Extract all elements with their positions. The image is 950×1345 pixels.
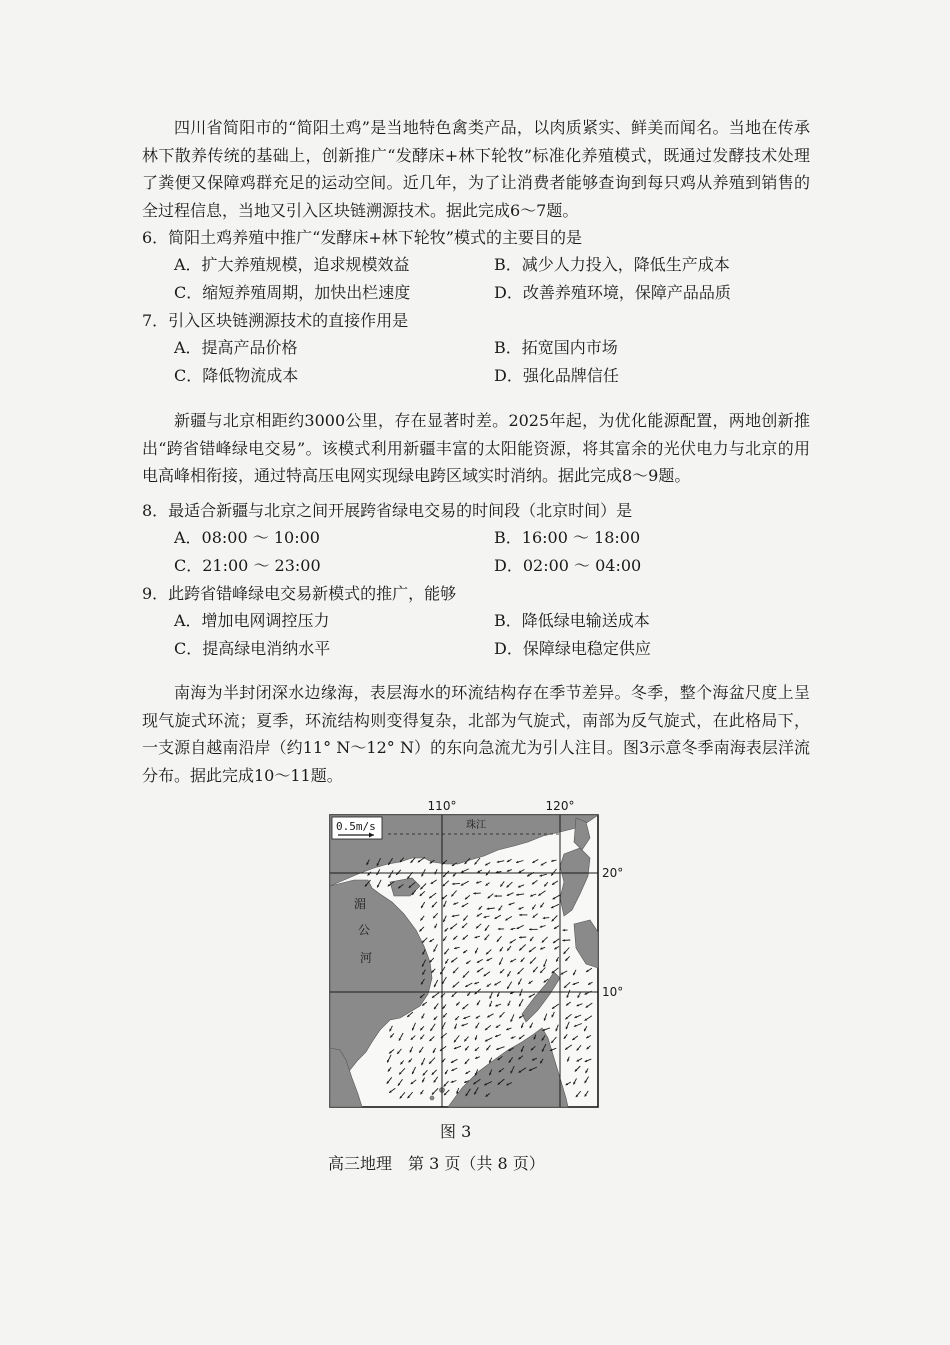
south-china-sea-current-map: [328, 798, 628, 1112]
question-8-option-a: A．08:00 ～ 10:00: [174, 528, 320, 547]
question-7-option-c: C．降低物流成本: [174, 366, 299, 385]
river-label-mekong-2: 公: [358, 923, 371, 937]
question-8-stem: 8．最适合新疆与北京之间开展跨省绿电交易的时间段（北京时间）是: [142, 501, 633, 520]
question-8-option-c: C．21:00 ～ 23:00: [174, 556, 321, 575]
scale-label: 0.5m/s: [336, 820, 376, 833]
question-7-option-a: A．提高产品价格: [174, 338, 298, 357]
passage-10-11: 南海为半封闭深水边缘海，表层海水的环流结构存在季节差异。冬季，整个海盆尺度上呈现气旋式环流；夏季，环流结构则变得复杂，北部为气旋式，南部为反气旋式，在此格局下，一支源自越南沿岸（约11° N～12° N）的东向急流尤为引人注目。图3示意冬季南海表层洋流分布。据此完成10～11题。: [142, 683, 810, 786]
question-7-stem: 7．引入区块链溯源技术的直接作用是: [142, 311, 409, 330]
scale-box: [332, 817, 382, 839]
page-footer: 高三地理 第 3 页（共 8 页）: [328, 1154, 545, 1173]
question-6-stem: 6．简阳土鸡养殖中推广“发酵床+林下轮牧”模式的主要目的是: [142, 228, 582, 247]
land-islet: [430, 1096, 434, 1100]
lon-label-110: 110°: [427, 799, 457, 813]
passage-6-7: 四川省简阳市的“简阳土鸡”是当地特色禽类产品，以肉质紧实、鲜美而闻名。当地在传承林下散养传统的基础上，创新推广“发酵床+林下轮牧”标准化养殖模式，既通过发酵技术处理了粪便又保障鸡群充足的运动空间。近几年，为了让消费者能够查询到每只鸡从养殖到销售的全过程信息，当地又引入区块链溯源技术。据此完成6～7题。: [142, 118, 810, 221]
question-6-option-c: C．缩短养殖周期，加快出栏速度: [174, 283, 411, 302]
question-6-option-a: A．扩大养殖规模，追求规模效益: [174, 255, 410, 274]
lon-label-120: 120°: [545, 799, 575, 813]
question-9-option-c: C．提高绿电消纳水平: [174, 639, 331, 658]
lat-label-20: 20°: [602, 866, 624, 880]
lat-label-10: 10°: [602, 985, 624, 999]
question-7-option-b: B．拓宽国内市场: [494, 338, 618, 357]
question-9-option-b: B．降低绿电输送成本: [494, 611, 650, 630]
question-8-option-d: D．02:00 ～ 04:00: [494, 556, 642, 575]
question-9-option-d: D．保障绿电稳定供应: [494, 639, 651, 658]
question-9-stem: 9．此跨省错峰绿电交易新模式的推广，能够: [142, 584, 457, 603]
river-label-mekong-3: 河: [360, 951, 373, 965]
passage-8-9: 新疆与北京相距约3000公里，存在显著时差。2025年起，为优化能源配置，两地创新推出“跨省错峰绿电交易”。该模式利用新疆丰富的太阳能资源，将其富余的光伏电力与北京的用电高峰相衔接，通过特高压电网实现绿电跨区域实时消纳。据此完成8～9题。: [142, 411, 810, 486]
figure-caption: 图 3: [440, 1122, 472, 1141]
question-7-option-d: D．强化品牌信任: [494, 366, 619, 385]
question-8-option-b: B．16:00 ～ 18:00: [494, 528, 641, 547]
river-label-zhujiang: 珠江: [466, 820, 486, 831]
question-6-option-b: B．减少人力投入，降低生产成本: [494, 255, 730, 274]
river-label-mekong-1: 湄: [354, 897, 367, 911]
question-6-option-d: D．改善养殖环境，保障产品品质: [494, 283, 731, 302]
question-9-option-a: A．增加电网调控压力: [174, 611, 330, 630]
